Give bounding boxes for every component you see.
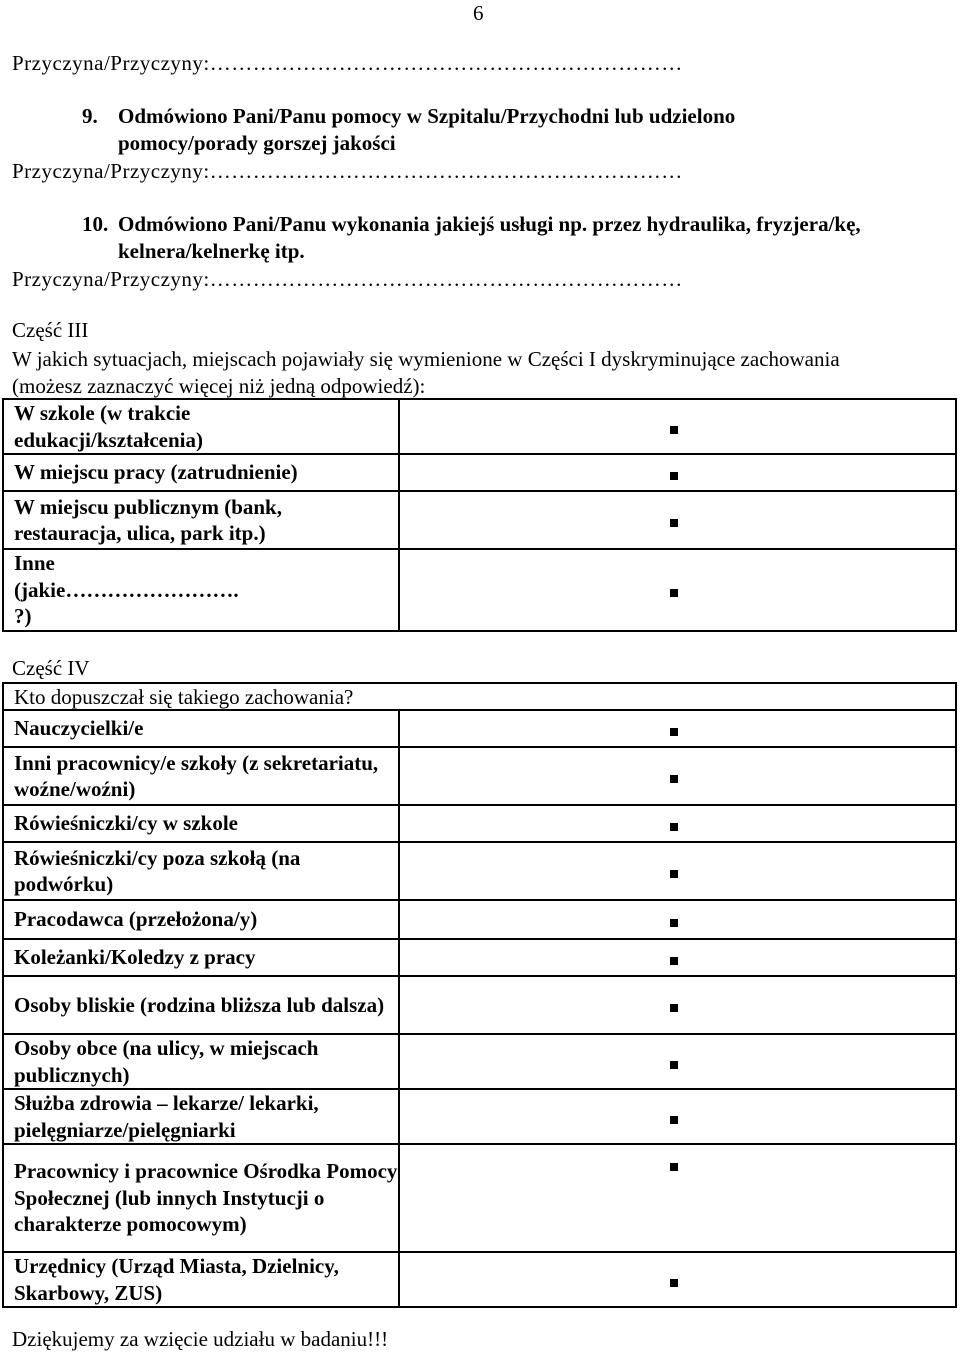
option-label: Koleżanki/Koledzy z pracy: [3, 939, 399, 976]
option-label: Służba zdrowia – lekarze/ lekarki, pielęgniarze/pielęgniarki: [3, 1089, 399, 1144]
question-9-line-2: pomocy/porady gorszej jakości: [118, 131, 396, 155]
checkbox-cell[interactable]: [399, 491, 956, 549]
table-row: [3, 1144, 956, 1252]
closing-thanks: Dziękujemy za wzięcie udziału w badaniu!!!: [12, 1327, 389, 1351]
table-row: [3, 549, 956, 631]
table-row: [3, 710, 956, 747]
table-row: [3, 1089, 956, 1144]
part-4-options-table: [2, 682, 957, 1308]
part-4-heading: Część IV: [12, 656, 90, 680]
checkbox-cell[interactable]: [399, 842, 956, 900]
checkbox-cell[interactable]: [399, 1034, 956, 1089]
checkbox-cell[interactable]: [399, 805, 956, 842]
checkbox-square-icon[interactable]: [670, 870, 678, 878]
part-3-options-table: [2, 398, 957, 632]
option-label: Pracownicy i pracownice Ośrodka Pomocy Społecznej (lub innych Instytucji o charakterze pomocowym): [3, 1144, 399, 1252]
table-row: [3, 491, 956, 549]
reason-line-10: Przyczyna/Przyczyny:…………………………………………………………: [12, 267, 683, 291]
checkbox-cell[interactable]: [399, 1089, 956, 1144]
checkbox-cell[interactable]: [399, 900, 956, 939]
table-row: [3, 454, 956, 491]
checkbox-square-icon[interactable]: [670, 728, 678, 736]
option-label: Rówieśniczki/cy w szkole: [3, 805, 399, 842]
checkbox-square-icon[interactable]: [670, 957, 678, 965]
checkbox-square-icon[interactable]: [670, 1004, 678, 1012]
option-label: Osoby obce (na ulicy, w miejscach publicznych): [3, 1034, 399, 1089]
part-3-heading: Część III: [12, 318, 89, 342]
question-10-number: 10.: [82, 212, 109, 236]
option-label: Inne (jakie……………………. ?): [3, 549, 399, 631]
table-row: [3, 747, 956, 805]
checkbox-square-icon[interactable]: [670, 775, 678, 783]
checkbox-square-icon[interactable]: [670, 1061, 678, 1069]
checkbox-square-icon[interactable]: [670, 426, 678, 434]
table-row: [3, 842, 956, 900]
checkbox-square-icon[interactable]: [670, 823, 678, 831]
table-row: [3, 399, 956, 454]
option-label: Urzędnicy (Urząd Miasta, Dzielnicy, Skarbowy, ZUS): [3, 1252, 399, 1307]
question-10-line-1: Odmówiono Pani/Panu wykonania jakiejś usługi np. przez hydraulika, fryzjera/kę,: [118, 212, 861, 236]
part-3-question-line-2: (możesz zaznaczyć więcej niż jedną odpowiedź):: [12, 374, 426, 398]
reason-line-9: Przyczyna/Przyczyny:…………………………………………………………: [12, 159, 683, 183]
checkbox-square-icon[interactable]: [670, 1279, 678, 1287]
checkbox-cell[interactable]: [399, 399, 956, 454]
table-row: [3, 1034, 956, 1089]
checkbox-cell[interactable]: [399, 549, 956, 631]
table-row: [3, 683, 956, 710]
option-label: Rówieśniczki/cy poza szkołą (na podwórku): [3, 842, 399, 900]
checkbox-cell[interactable]: [399, 454, 956, 491]
option-label: W szkole (w trakcie edukacji/kształcenia): [3, 399, 399, 454]
option-label: Inni pracownicy/e szkoły (z sekretariatu, woźne/woźni): [3, 747, 399, 805]
checkbox-cell[interactable]: [399, 976, 956, 1034]
checkbox-cell[interactable]: [399, 1144, 956, 1252]
page-number: 6: [473, 1, 484, 25]
part-4-question: Kto dopuszczał się takiego zachowania?: [3, 683, 956, 710]
table-row: [3, 1252, 956, 1307]
option-label: W miejscu pracy (zatrudnienie): [3, 454, 399, 491]
option-label: Pracodawca (przełożona/y): [3, 900, 399, 939]
table-row: [3, 976, 956, 1034]
part-3-question-line-1: W jakich sytuacjach, miejscach pojawiały się wymienione w Części I dyskryminujące zachowania: [12, 347, 840, 371]
checkbox-square-icon[interactable]: [670, 919, 678, 927]
checkbox-square-icon[interactable]: [670, 472, 678, 480]
question-9-line-1: Odmówiono Pani/Panu pomocy w Szpitalu/Przychodni lub udzielono: [118, 104, 736, 128]
option-label: Nauczycielki/e: [3, 710, 399, 747]
checkbox-square-icon[interactable]: [670, 589, 678, 597]
checkbox-square-icon[interactable]: [670, 1163, 678, 1171]
checkbox-square-icon[interactable]: [670, 519, 678, 527]
option-label: Osoby bliskie (rodzina bliższa lub dalsza): [3, 976, 399, 1034]
question-9-number: 9.: [82, 104, 98, 128]
table-row: [3, 939, 956, 976]
checkbox-cell[interactable]: [399, 939, 956, 976]
checkbox-cell[interactable]: [399, 747, 956, 805]
checkbox-cell[interactable]: [399, 1252, 956, 1307]
checkbox-square-icon[interactable]: [670, 1116, 678, 1124]
table-row: [3, 805, 956, 842]
table-row: [3, 900, 956, 939]
reason-line-8: Przyczyna/Przyczyny:…………………………………………………………: [12, 51, 683, 75]
option-label: W miejscu publicznym (bank, restauracja, ulica, park itp.): [3, 491, 399, 549]
question-10-line-2: kelnera/kelnerkę itp.: [118, 239, 305, 263]
checkbox-cell[interactable]: [399, 710, 956, 747]
